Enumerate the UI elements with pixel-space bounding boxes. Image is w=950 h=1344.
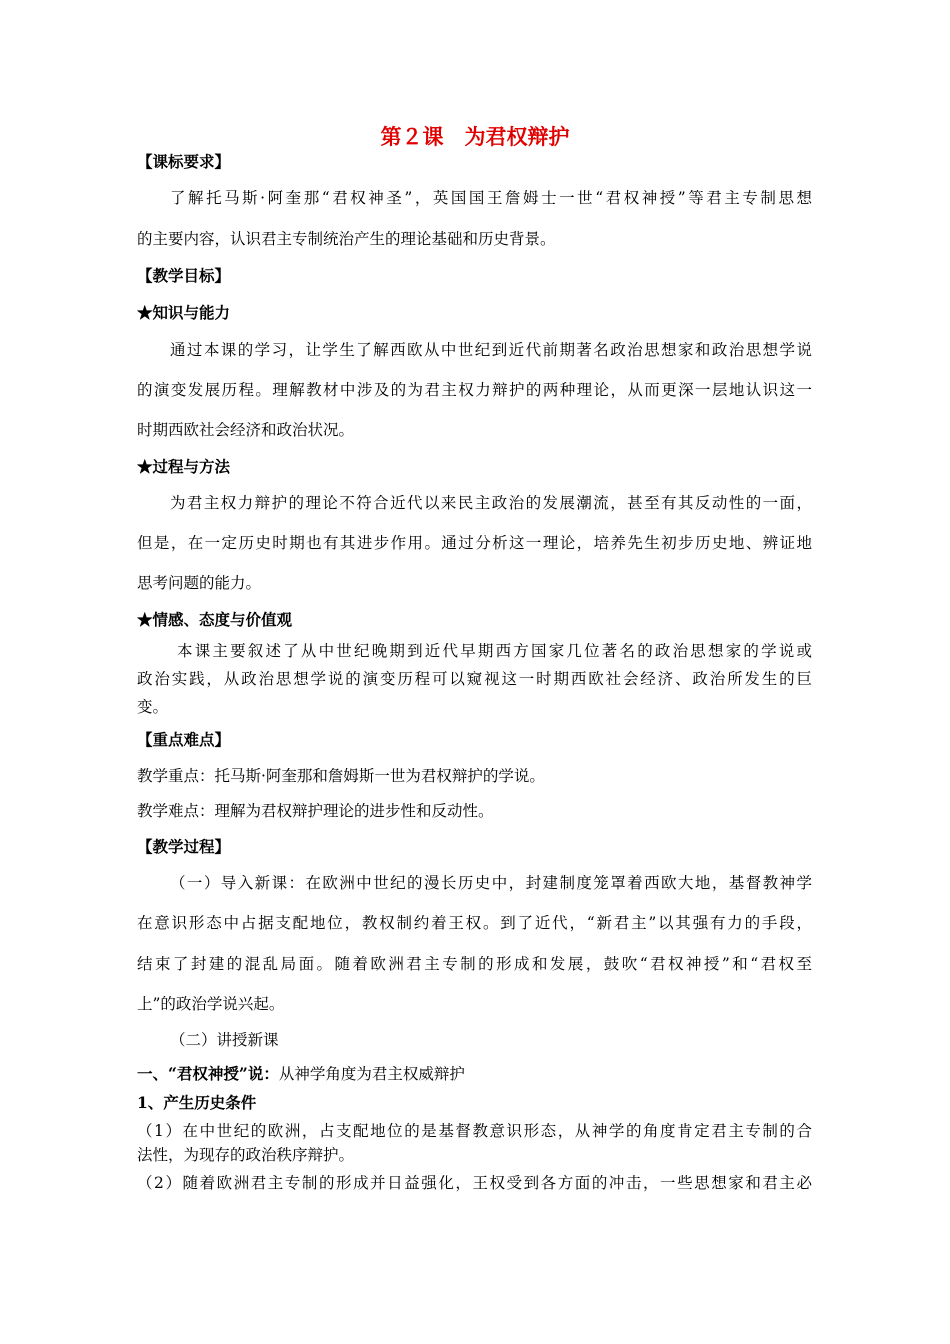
paragraph-line: （1）在中世纪的欧洲，占支配地位的是基督教意识形态，从神学的角度肯定君主专制的合	[137, 1122, 812, 1140]
paragraph-line: 通过本课的学习，让学生了解西欧从中世纪到近代前期著名政治思想家和政治思想学说	[170, 341, 812, 359]
paragraph-line: 教学重点：托马斯·阿奎那和詹姆斯一世为君权辩护的学说。	[137, 767, 545, 785]
heading-kebiao: 【课标要求】	[137, 152, 231, 171]
paragraph-line: 结束了封建的混乱局面。随着欧洲君主专制的形成和发展，鼓吹“君权神授”和“君权至	[137, 955, 812, 973]
paragraph-line: 但是，在一定历史时期也有其进步作用。通过分析这一理论，培养先生初步历史地、辨证地	[137, 534, 812, 552]
paragraph-line: （二）讲授新课	[170, 1031, 279, 1049]
part-heading-rest: 从神学角度为君主权威辩护	[278, 1065, 465, 1083]
paragraph-line: 法性，为现存的政治秩序辩护。	[137, 1146, 355, 1164]
page-title: 第２课 为君权辩护	[380, 124, 570, 149]
paragraph-line: 为君主权力辩护的理论不符合近代以来民主政治的发展潮流，甚至有其反动性的一面，	[170, 494, 812, 512]
subheading: 1、产生历史条件	[137, 1093, 257, 1112]
paragraph-line: 上”的政治学说兴起。	[137, 995, 285, 1013]
paragraph-line: （2）随着欧洲君主专制的形成并日益强化，王权受到各方面的冲击，一些思想家和君主必	[137, 1174, 812, 1192]
paragraph-line: 政治实践，从政治思想学说的演变历程可以窥视这一时期西欧社会经济、政治所发生的巨	[137, 670, 812, 688]
heading-jiaoxue-mubiao: 【教学目标】	[137, 266, 231, 285]
paragraph-line: 在意识形态中占据支配地位，教权制约着王权。到了近代，“新君主”以其强有力的手段，	[137, 914, 812, 932]
part-heading	[137, 1064, 465, 1084]
heading-jiaoxue-guocheng: 【教学过程】	[137, 837, 231, 856]
paragraph-line: 变。	[137, 698, 169, 716]
paragraph-line: 了解托马斯·阿奎那“君权神圣”，英国国王詹姆士一世“君权神授”等君主专制思想	[170, 189, 812, 207]
paragraph-line: 的演变发展历程。理解教材中涉及的为君主权力辩护的两种理论，从而更深一层地认识这一	[137, 381, 812, 399]
part-heading-bold: 一、“君权神授”说：	[137, 1064, 279, 1083]
heading-zhishi: ★知识与能力	[137, 303, 231, 322]
paragraph-line: 教学难点：理解为君权辩护理论的进步性和反动性。	[137, 802, 494, 820]
paragraph-line: 思考问题的能力。	[137, 574, 262, 592]
paragraph-line: 的主要内容，认识君主专制统治产生的理论基础和历史背景。	[137, 230, 556, 248]
heading-qinggan: ★情感、态度与价值观	[137, 610, 293, 629]
heading-guocheng: ★过程与方法	[137, 457, 231, 476]
heading-zhongdian: 【重点难点】	[137, 730, 231, 749]
paragraph-line: （一）导入新课：在欧洲中世纪的漫长历史中，封建制度笼罩着西欧大地，基督教神学	[170, 874, 812, 892]
paragraph-line: 时期西欧社会经济和政治状况。	[137, 421, 355, 439]
paragraph-line: 本课主要叙述了从中世纪晚期到近代早期西方国家几位著名的政治思想家的学说或	[177, 642, 812, 660]
